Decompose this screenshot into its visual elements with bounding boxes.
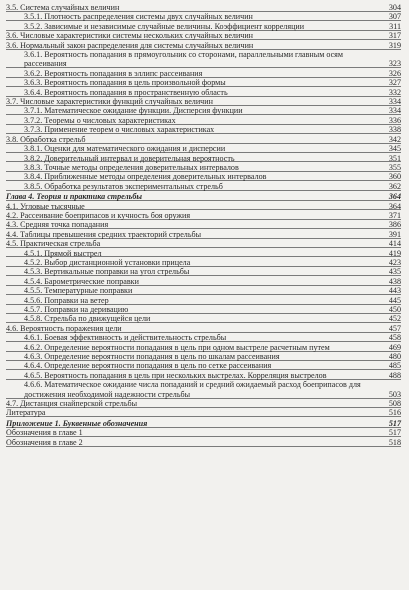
toc-page-number: 307 [388,12,401,22]
toc-entry-title: 3.6.2. Вероятность попадания в эллипс рассеивания [24,68,203,78]
toc-entry-title: 3.5.1. Плотность распределения системы двух случайных величин [24,12,253,22]
toc-page-number: 443 [388,286,401,296]
toc-entry [6,22,401,31]
toc-entry [6,88,401,97]
toc-entry-title: 4.5.2. Выбор дистанционной установки прицела [24,257,191,267]
toc-entry-title: 3.7. Числовые характеристики функций случайных величин [6,97,213,107]
toc-page-number: 452 [388,314,401,324]
toc-entry-title: 3.8.1. Оценки для математического ожидания и дисперсии [24,144,226,154]
toc-chapter-label: Глава 4 [6,192,33,202]
toc-entry-title: Обозначения в главе 1 [6,428,83,438]
toc-entry [6,380,401,399]
toc-page-number: 457 [388,323,401,333]
toc-page-number: 517 [388,428,401,438]
toc-entry [6,12,401,21]
toc-entry [6,305,401,314]
toc-entry-title: 3.5. Система случайных величин [6,3,120,12]
toc-entry-title: 4.4. Таблицы превышения средних траекторий стрельбы [6,229,202,239]
toc-page-number: 355 [388,162,401,172]
toc-entry [6,97,401,106]
toc-page-number: 327 [388,78,401,88]
toc-entry [6,333,401,342]
toc-page-number: 458 [388,333,401,343]
toc-page-number: 304 [388,3,401,12]
toc-entry-title: 3.8.2. Доверительный интервал и доверительная вероятность [24,153,235,163]
toc-entry-title: 4.6.4. Определение вероятности попадания в цель по сетке рассеивания [24,361,272,371]
toc-page-number: 503 [388,389,401,399]
toc-entry-title: 4.5.8. Стрельба по движущейся цели [24,314,151,324]
toc-entry [6,211,401,220]
toc-entry-title: 3.6. Числовые характеристики системы нескольких случайных величин [6,31,254,41]
toc-entry [6,125,401,134]
toc-entry [6,41,401,50]
toc-page-number: 334 [388,97,401,107]
toc-entry [6,69,401,78]
toc-entry [6,172,401,181]
toc-chapter-title [6,419,377,428]
toc-entry-title: 3.8.5. Обработка результатов экспериментальных стрельб [24,181,223,191]
toc-entry [6,116,401,125]
toc-page-number: 485 [388,361,401,371]
toc-entry-title: 3.7.2. Теоремы о числовых характеристиках [24,115,176,125]
toc-entry [6,220,401,229]
toc-entry-title: 3.6.3. Вероятность попадания в цель произвольной формы [24,78,226,88]
toc-entry [6,202,401,211]
toc-page-number: 371 [388,210,401,220]
toc-entry-title: 4.5.6. Поправки на ветер [24,295,109,305]
toc-entry [6,78,401,87]
toc-entry-title: Обозначения в главе 2 [6,437,83,447]
toc-page-number: 364 [388,201,401,211]
toc-page-number: 360 [388,172,401,182]
toc-entry [6,50,401,69]
toc-entry [6,428,401,437]
toc-entry [6,31,401,40]
toc-entry [6,267,401,276]
toc-page-number: 488 [388,370,401,380]
toc-page-number: 311 [389,21,401,31]
toc-entry-title: Литература [6,408,46,418]
toc-entry-title: 4.3. Средняя точка попадания [6,220,109,230]
toc-page-number: 518 [388,437,401,447]
toc-entry [6,135,401,144]
toc-page-number: 336 [388,115,401,125]
toc-entry [6,258,401,267]
toc-entry-title: 3.8.3. Точные методы определения доверительных интервалов [24,162,239,172]
toc-entry [6,154,401,163]
toc-page-number: 326 [388,68,401,78]
toc-entry [6,361,401,370]
toc-entry [6,239,401,248]
toc-page-number: 364 [388,192,401,202]
toc-page-number: 435 [388,267,401,277]
toc-entry [6,144,401,153]
toc-page-number: 423 [388,257,401,267]
toc-entry [6,286,401,295]
toc-page-number: 438 [388,276,401,286]
toc-page-number: 517 [388,418,401,428]
toc-entry-title: 4.5.4. Барометрические поправки [24,276,139,286]
toc-entry [6,163,401,172]
toc-entry [6,182,401,191]
toc-entry-title: 4.5.7. Поправки на деривацию [24,305,129,314]
toc-entry [6,3,401,12]
toc-page-number: 516 [388,408,401,418]
toc-chapter-heading [6,419,401,428]
toc-entry-title: 4.6. Вероятность поражения цели [6,323,122,333]
toc-entry-title: 3.6. Нормальный закон распределения для системы случайных величин [6,40,254,50]
toc-entry-title: 4.2. Рассеивание боеприпасов и кучность боя оружия [6,210,191,220]
toc-entry [6,314,401,323]
toc-page-number: 386 [388,220,401,230]
toc-entry-title: 3.7.3. Применение теорем о числовых характеристиках [24,125,215,135]
toc-entry-title: 3.5.2. Зависимые и независимые случайные величины. Коэффициент корреляции [24,21,305,31]
toc-entry-title: 4.6.2. Определение вероятности попадания в цель при одном выстреле расчетным путем [24,342,330,352]
toc-entry [6,438,401,447]
toc-page-number: 323 [388,59,401,69]
toc-page-number: 317 [388,31,401,41]
toc-page-number: 362 [388,181,401,191]
toc-entry [6,277,401,286]
toc-page-number: 332 [388,87,401,97]
toc-page-number: 469 [388,342,401,352]
toc-entry [6,106,401,115]
toc-entry-title: 4.5.3. Вертикальные поправки на угол стрельбы [24,267,190,277]
toc-page-number: 338 [388,125,401,135]
toc-page-number: 450 [388,305,401,314]
toc-entry-title: 4.6.6. Математическое ожидание числа попаданий и средний ожидаемый расход боеприпасов для достижения необходимой надежности стрельбы [24,380,361,399]
toc-page-number: 342 [388,134,401,144]
toc-entry [6,399,401,408]
toc-entry [6,343,401,352]
toc-chapter-name: . Буквенные обозначения [58,418,148,428]
toc-chapter-name: . Теория и практика стрельбы [32,192,143,202]
toc-entry-title: 4.5.5. Температурные поправки [24,286,133,296]
toc-entry-title: 3.6.1. Вероятность попадания в прямоугольник со сторонами, параллельными главным осям рассеивания [24,50,344,69]
toc-page-number: 334 [388,106,401,116]
toc-chapter-heading [6,192,401,201]
toc-entry-title: 3.6.4. Вероятность попадания в пространственную область [24,87,228,97]
toc-entry [6,249,401,258]
toc-entry-title: 3.7.1. Математическое ожидание функции. Дисперсия функции [24,106,243,116]
toc-entry-title: 4.6.5. Вероятность попадания в цель при нескольких выстрелах. Корреляция выстрелов [24,370,327,380]
toc-entry [6,408,401,417]
toc-entry [6,352,401,361]
toc-entry [6,324,401,333]
toc-page-number: 445 [388,295,401,305]
toc-entry [6,230,401,239]
table-of-contents [6,3,401,447]
toc-entry [6,296,401,305]
toc-chapter-label: Приложение 1 [6,418,59,428]
toc-entry-title: 4.5.1. Прямой выстрел [24,248,102,258]
toc-entry-title: 4.7. Дистанция снайперской стрельбы [6,399,138,409]
toc-page-number: 508 [388,399,401,409]
toc-entry-title: 4.6.1. Боевая эффективность и действительность стрельбы [24,333,227,343]
toc-entry-title: 3.8. Обработка стрельб [6,134,86,144]
toc-page-number: 345 [388,144,401,154]
toc-page-number: 391 [388,229,401,239]
toc-page-number: 319 [388,40,401,50]
toc-entry-title: 3.8.4. Приближенные методы определения доверительных интервалов [24,172,267,182]
toc-chapter-title [6,192,377,201]
toc-entry-title: 4.1. Угловые тысячные [6,201,85,211]
toc-entry-title: 4.5. Практическая стрельба [6,239,101,249]
toc-page-number: 351 [388,153,401,163]
toc-entry [6,371,401,380]
toc-entry-title: 4.6.3. Определение вероятности попадания в цель по шкалам рассеивания [24,352,280,362]
toc-page-number: 414 [388,239,401,249]
toc-page-number: 419 [388,248,401,258]
toc-page-number: 480 [388,352,401,362]
